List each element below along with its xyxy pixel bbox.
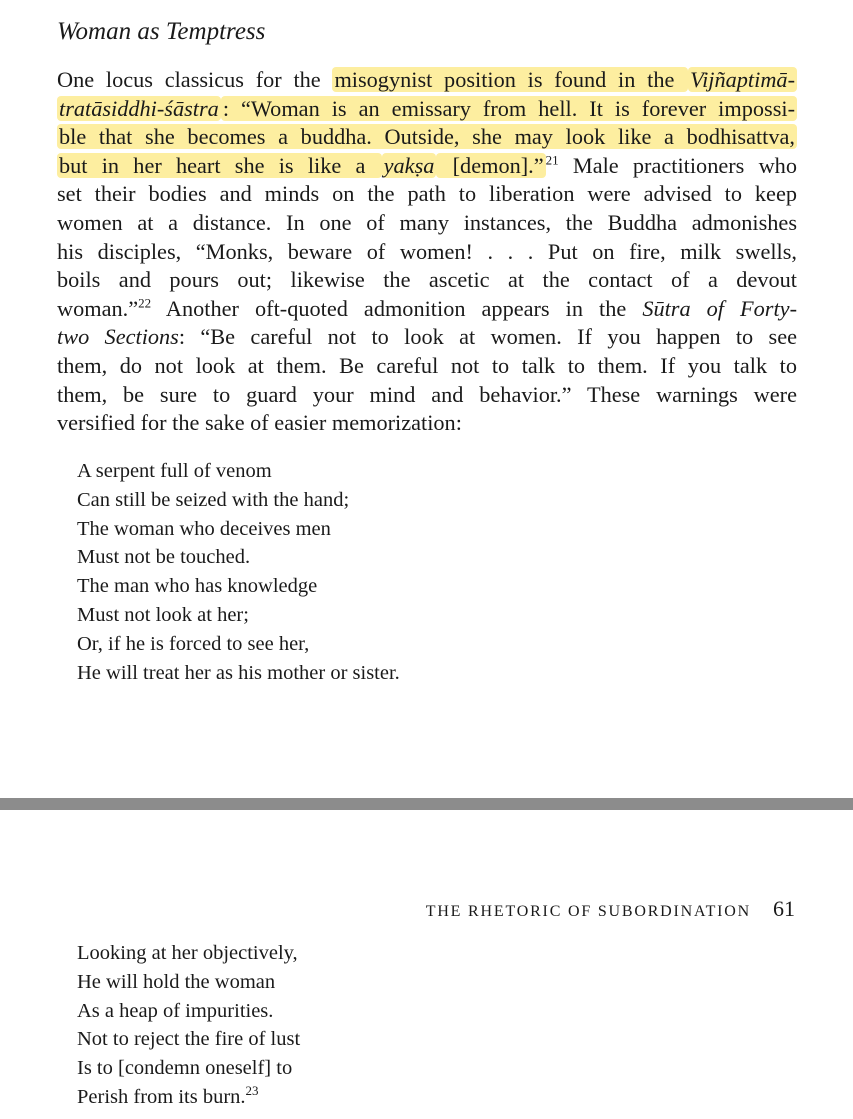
verse-line: He will hold the woman — [77, 970, 276, 993]
running-title: THE RHETORIC OF SUBORDINATION — [425, 903, 751, 920]
paragraph-line — [57, 238, 797, 267]
highlighted-text: : “Woman is an emissary from hell. It is forever impossi- — [222, 95, 795, 121]
footnote-marker: 21 — [545, 152, 559, 168]
verse-line: He will treat her as his mother or sister. — [77, 661, 400, 684]
text-run: Sūtra of Forty- — [642, 295, 798, 321]
text-run: versified for the sake of easier memorization: — [57, 410, 462, 436]
text-run: : “Be careful not to look at women. If you happen to see — [178, 324, 797, 350]
verse-line: As a heap of impurities. — [77, 999, 274, 1022]
verse-line — [77, 1083, 300, 1112]
verse-line: Can still be seized with the hand; — [77, 488, 350, 511]
section-heading: Woman as Temptress — [57, 18, 266, 45]
footnote-marker: 23 — [245, 1083, 259, 1099]
paragraph-line — [57, 123, 797, 152]
highlighted-text: [demon].” — [438, 152, 544, 178]
highlighted-text: Vijñaptimā- — [690, 67, 795, 92]
footnote-marker: 22 — [138, 295, 152, 311]
paragraph-line — [57, 352, 797, 381]
page-number: 61 — [773, 896, 795, 921]
text-run: women at a distance. In one of many instances, the Buddha admonishes — [57, 209, 797, 235]
highlighted-text: but in her heart she is like a — [59, 152, 380, 178]
paragraph-line — [57, 409, 797, 438]
highlighted-text: ble that she becomes a buddha. Outside, she may look like a bodhisattva, — [59, 124, 795, 150]
highlighted-text: tratāsiddhi-śāstra — [59, 95, 219, 121]
paragraph-line — [57, 152, 797, 181]
running-head — [426, 896, 795, 922]
highlighted-text: misogynist position is found in the — [334, 67, 687, 92]
body-paragraph — [57, 66, 797, 438]
paragraph-line — [57, 295, 797, 324]
text-run: them, do not look at them. Be careful not to talk to them. If you talk to — [57, 352, 797, 378]
page-divider — [0, 798, 853, 810]
paragraph-line — [57, 180, 797, 209]
text-run: woman.” — [57, 295, 139, 321]
verse-line-text: Perish from its burn. — [77, 1085, 246, 1108]
text-run: them, be sure to guard your mind and behavior.” These warnings were — [57, 381, 797, 407]
verse-line: Looking at her objectively, — [77, 942, 298, 964]
paragraph-line — [57, 266, 797, 295]
text-run: his disciples, “Monks, beware of women! . . . Put on fire, milk swells, — [57, 238, 797, 264]
paragraph-line — [57, 381, 797, 410]
text-run: two Sections — [57, 324, 179, 350]
text-run: boils and pours out; likewise the ascetic at the contact of a devout — [57, 267, 797, 293]
verse-block-bottom — [77, 939, 300, 1112]
verse-line: Must not be touched. — [77, 546, 251, 569]
highlighted-text: yakṣa — [383, 152, 435, 178]
text-run: Male practitioners who — [558, 152, 797, 178]
paragraph-line — [57, 66, 797, 95]
paragraph-line — [57, 209, 797, 238]
text-run: set their bodies and minds on the path to liberation were advised to keep — [57, 181, 797, 207]
verse-line: Must not look at her; — [77, 603, 249, 626]
verse-block-top — [77, 457, 400, 687]
verse-line: Is to [condemn oneself] to — [77, 1057, 293, 1080]
text-run: Another oft-quoted admonition appears in the — [151, 295, 643, 321]
verse-line: The man who has knowledge — [77, 575, 318, 598]
verse-line: A serpent full of venom — [77, 460, 272, 482]
paragraph-line — [57, 95, 797, 124]
verse-line: The woman who deceives men — [77, 517, 331, 540]
verse-line: Not to reject the fire of lust — [77, 1028, 301, 1051]
paragraph-line — [57, 323, 797, 352]
verse-line: Or, if he is forced to see her, — [77, 632, 310, 655]
text-run: One locus classicus for the — [57, 67, 333, 92]
